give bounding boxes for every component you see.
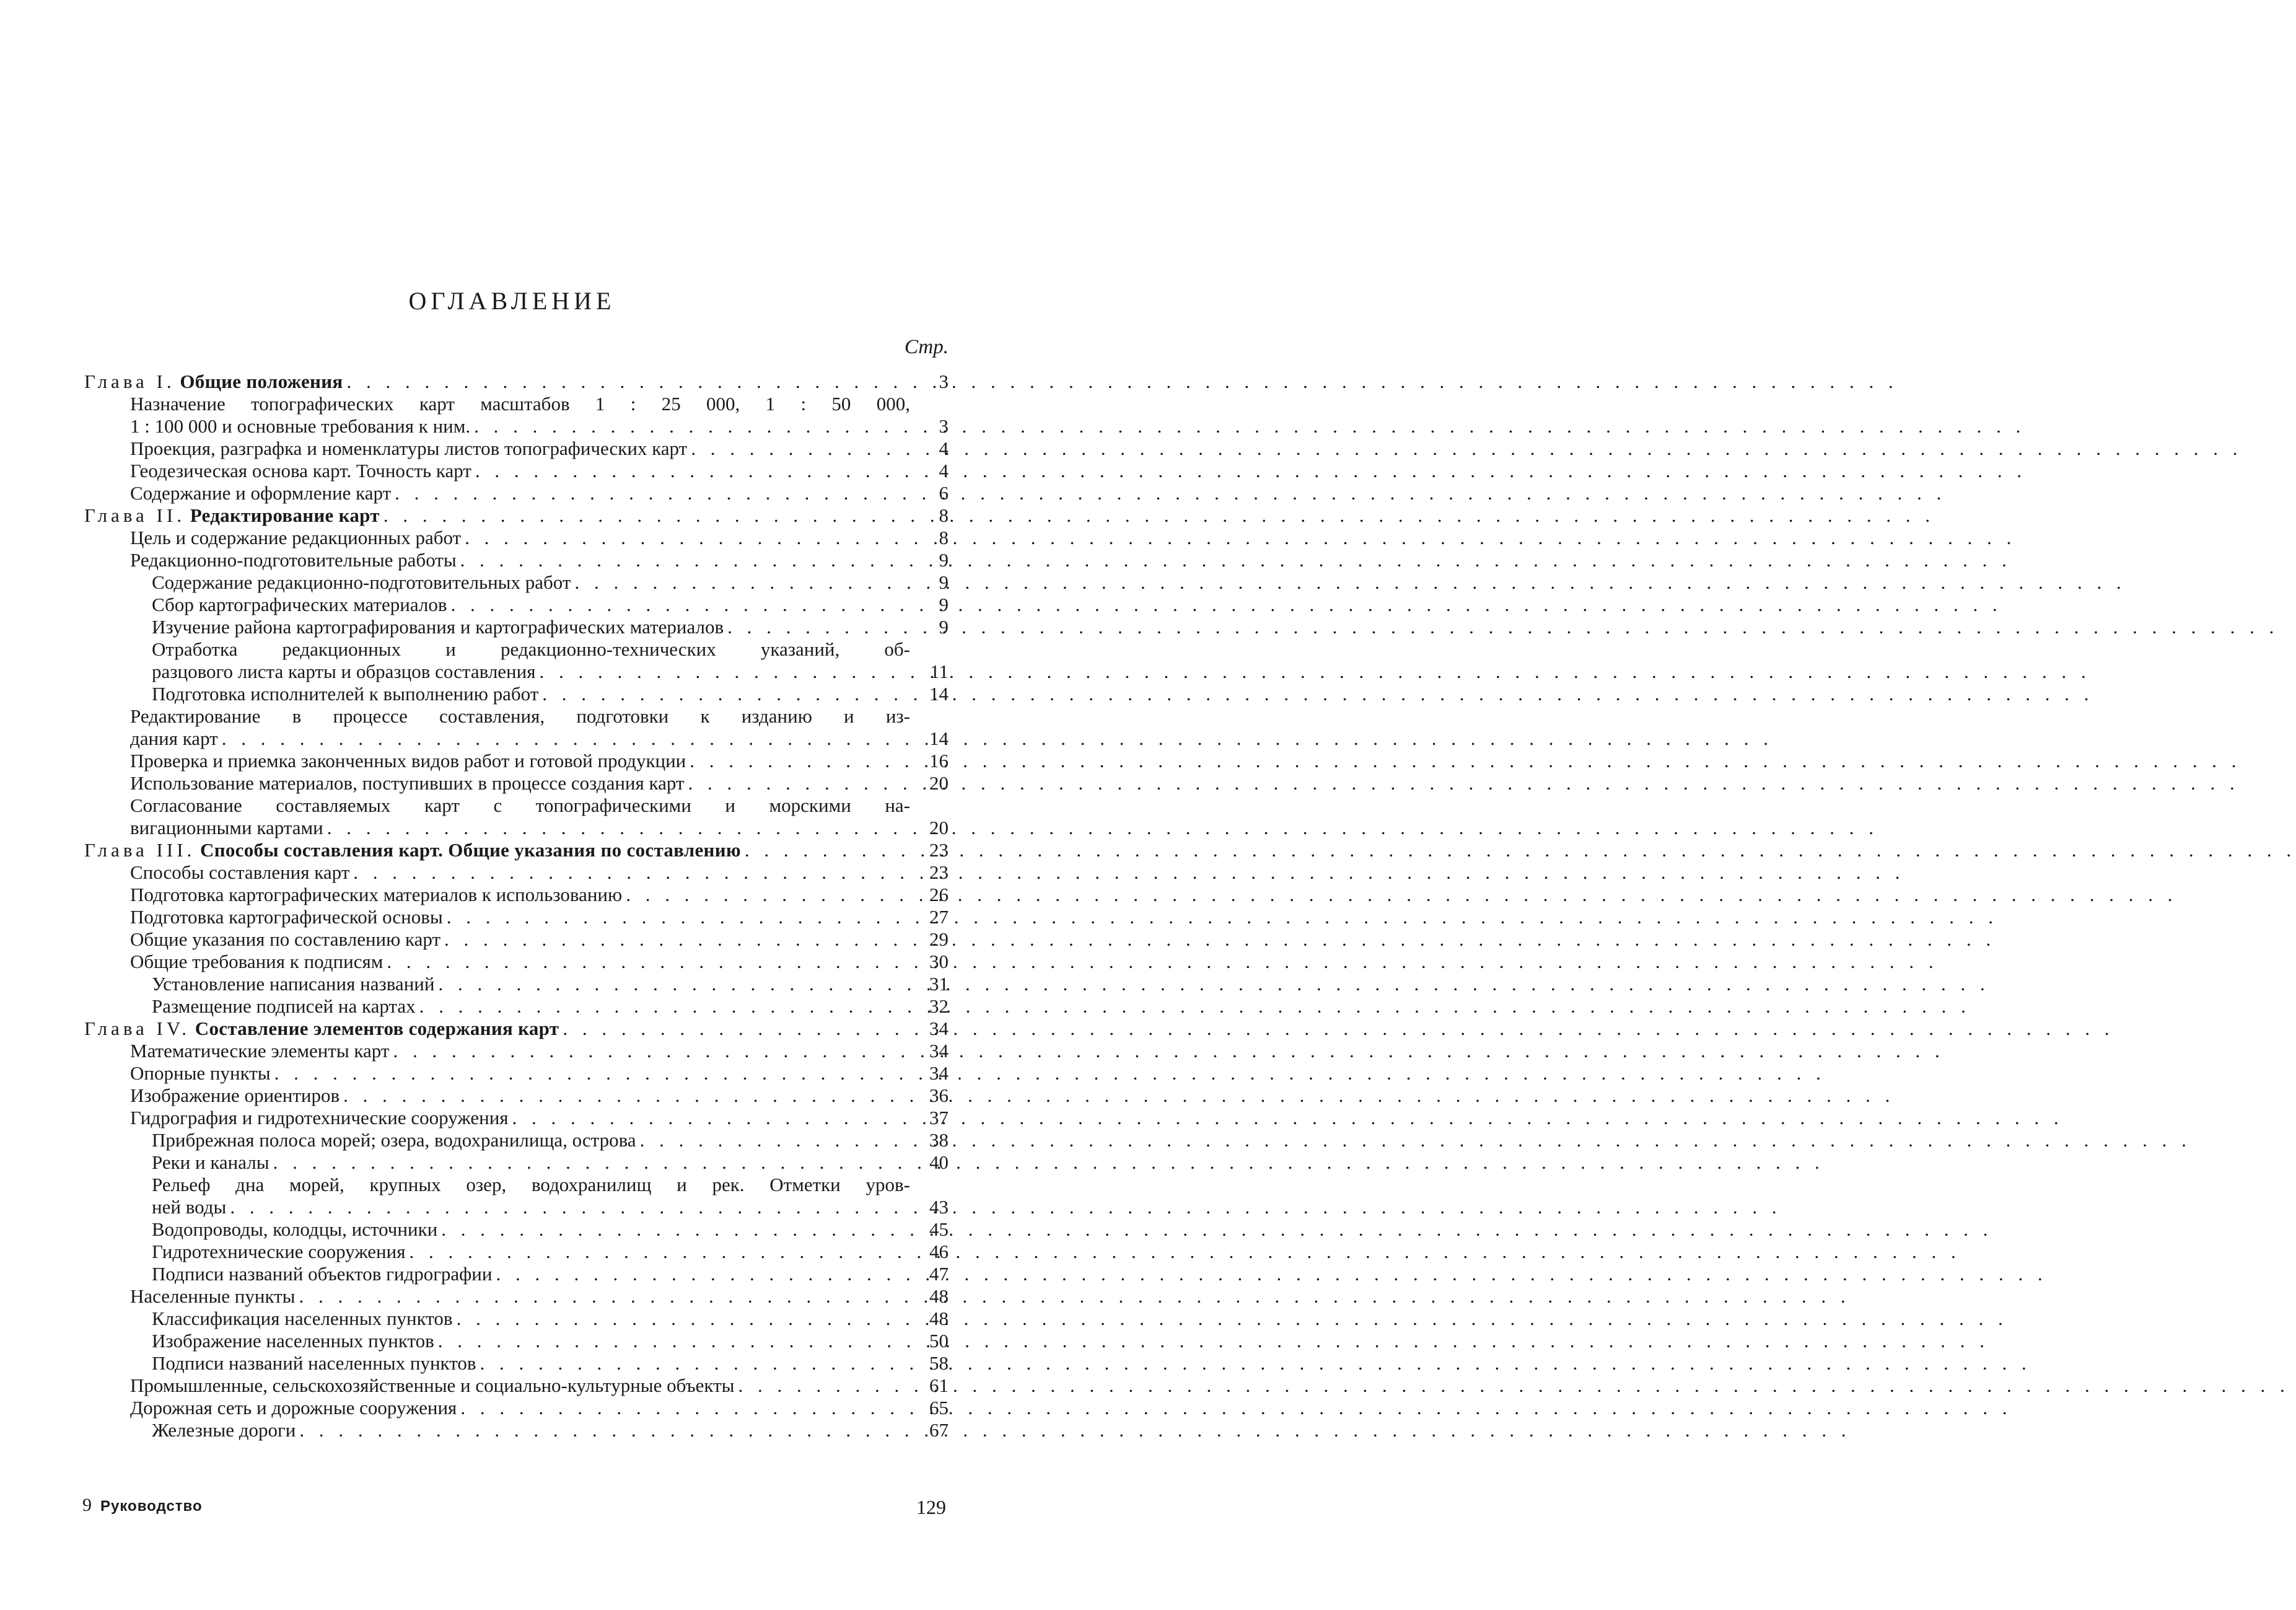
toc-entry bbox=[84, 1040, 949, 1062]
toc-page-number: 32 bbox=[929, 995, 949, 1017]
dot-leader bbox=[476, 1352, 911, 1375]
toc-entry-line bbox=[152, 1151, 949, 1174]
dot-leader bbox=[440, 928, 910, 951]
toc-entry-line bbox=[130, 1397, 949, 1419]
toc-page-number: 58 bbox=[929, 1352, 949, 1374]
toc-entry bbox=[84, 928, 949, 951]
toc-entry-text: Изображение ориентиров bbox=[130, 1084, 340, 1106]
toc-page-number: 9 bbox=[939, 594, 949, 615]
dot-leader bbox=[724, 616, 910, 638]
chapter-label: Глава II. bbox=[84, 504, 185, 526]
toc-entry bbox=[84, 1107, 949, 1129]
toc-entry-line bbox=[130, 794, 949, 817]
dot-leader bbox=[447, 594, 911, 616]
dot-leader bbox=[686, 750, 910, 772]
toc-entry bbox=[84, 861, 949, 884]
chapter-label: Глава III. bbox=[84, 839, 196, 861]
toc-page-number: 11 bbox=[930, 661, 949, 682]
toc-page-number: 6 bbox=[939, 482, 949, 504]
toc-chapter-text bbox=[84, 839, 741, 861]
toc-entry-line bbox=[152, 1263, 949, 1285]
toc-entry-text: Подписи названий населенных пунктов bbox=[152, 1352, 476, 1374]
toc-entry-line bbox=[152, 571, 949, 594]
dot-leader bbox=[340, 1084, 910, 1107]
dot-leader bbox=[741, 839, 910, 861]
toc-entry-line bbox=[84, 1018, 949, 1040]
toc-entry-text: Рельеф дна морей, крупных озер, водохранилищ и рек. Отметки уров- bbox=[152, 1174, 910, 1195]
toc-chapter-text bbox=[84, 1018, 559, 1040]
toc-page-number: 47 bbox=[929, 1263, 949, 1285]
toc-entry bbox=[84, 1062, 949, 1084]
toc-page-number: 4 bbox=[939, 438, 949, 459]
toc-entry bbox=[84, 1129, 949, 1151]
toc-entry-text: Размещение подписей на картах bbox=[152, 995, 416, 1017]
dot-leader bbox=[218, 728, 910, 750]
toc-entry bbox=[84, 973, 949, 995]
dot-leader bbox=[559, 1018, 910, 1040]
toc-page-number: 43 bbox=[929, 1196, 949, 1218]
dot-leader bbox=[437, 1218, 910, 1241]
dot-leader bbox=[434, 1330, 910, 1352]
chapter-label: Глава IV. bbox=[84, 1018, 191, 1039]
toc-entry-text: Отработка редакционных и редакционно-технических указаний, об- bbox=[152, 638, 910, 660]
dot-leader bbox=[471, 460, 910, 482]
printer-signature bbox=[82, 1495, 203, 1516]
toc-entry-line bbox=[130, 951, 949, 973]
signature-number: 9 bbox=[82, 1495, 92, 1515]
toc-entry-text: вигационными картами bbox=[130, 817, 323, 838]
toc-entry bbox=[84, 571, 949, 594]
toc-entry-line bbox=[84, 371, 949, 393]
signature-label: Руководство bbox=[100, 1498, 203, 1515]
dot-leader bbox=[685, 772, 910, 794]
dot-leader bbox=[296, 1285, 911, 1308]
dot-leader bbox=[343, 371, 910, 393]
toc-entry-text: Общие указания по составлению карт bbox=[130, 928, 441, 950]
toc-entry-line bbox=[130, 1084, 949, 1107]
toc-entry bbox=[84, 1330, 949, 1352]
dot-leader bbox=[571, 571, 910, 594]
dot-leader bbox=[470, 415, 910, 438]
page-number: 129 bbox=[916, 1496, 946, 1518]
toc-entry-text: Населенные пункты bbox=[130, 1285, 296, 1307]
dot-leader bbox=[271, 1062, 910, 1084]
toc-entry bbox=[84, 460, 949, 482]
toc-page-number: 8 bbox=[939, 504, 949, 526]
toc-entry bbox=[84, 616, 949, 638]
toc-page-number: 4 bbox=[939, 460, 949, 482]
toc-page-number: 36 bbox=[929, 1084, 949, 1106]
toc-entry-text: Установление написания названий bbox=[152, 973, 435, 995]
toc-entry bbox=[84, 527, 949, 549]
dot-leader bbox=[391, 482, 910, 504]
dot-leader bbox=[323, 817, 910, 839]
toc-entry-text: Подготовка исполнителей к выполнению работ bbox=[152, 683, 539, 705]
toc-page-number: 48 bbox=[929, 1308, 949, 1329]
toc-entry-text: Изображение населенных пунктов bbox=[152, 1330, 434, 1352]
toc-entry-line bbox=[152, 1129, 949, 1151]
toc-entry-text: Опорные пункты bbox=[130, 1062, 271, 1084]
toc-chapter bbox=[84, 371, 949, 393]
toc-page-number: 8 bbox=[939, 527, 949, 548]
toc-entry-text: Подписи названий объектов гидрографии bbox=[152, 1263, 493, 1285]
toc-entry-text: Водопроводы, колодцы, источники bbox=[152, 1218, 438, 1240]
toc-entry bbox=[84, 438, 949, 460]
toc-entry-text: Использование материалов, поступивших в процессе создания карт bbox=[130, 772, 685, 794]
dot-leader bbox=[636, 1129, 910, 1151]
toc-entry-line bbox=[130, 460, 949, 482]
toc-entry-line bbox=[130, 750, 949, 772]
toc-page-number: 46 bbox=[929, 1241, 949, 1262]
toc-entry bbox=[84, 638, 949, 683]
toc-entry bbox=[84, 772, 949, 794]
toc-entry-line bbox=[130, 906, 949, 928]
toc-entry-text: Редактирование в процессе составления, подготовки к изданию и из- bbox=[130, 705, 910, 727]
toc-page-number: 50 bbox=[929, 1330, 949, 1352]
chapter-title: Общие положения bbox=[180, 371, 343, 392]
toc-entry-text: Редакционно-подготовительные работы bbox=[130, 549, 457, 571]
toc-entry bbox=[84, 750, 949, 772]
dot-leader bbox=[457, 1397, 910, 1419]
toc-entry-line bbox=[152, 1352, 949, 1375]
toc-entry-text: Содержание и оформление карт bbox=[130, 482, 392, 504]
toc-page-number: 34 bbox=[929, 1062, 949, 1084]
toc-entry-line bbox=[130, 705, 949, 728]
toc-entry-text: Согласование составляемых карт с топографическими и морскими на- bbox=[130, 794, 910, 816]
toc-entry-text: Проекция, разграфка и номенклатуры листов топографических карт bbox=[130, 438, 688, 459]
toc-entry bbox=[84, 393, 949, 438]
toc-entry-text: Цель и содержание редакционных работ bbox=[130, 527, 462, 548]
toc-entry bbox=[84, 683, 949, 705]
toc-entry bbox=[84, 906, 949, 928]
toc-entry bbox=[84, 1397, 949, 1419]
toc-entry bbox=[84, 995, 949, 1018]
toc-entry-line bbox=[84, 504, 949, 527]
toc-entry bbox=[84, 1241, 949, 1263]
toc-page-number: 20 bbox=[929, 817, 949, 838]
dot-leader bbox=[383, 951, 910, 973]
toc-entry-line bbox=[152, 638, 949, 661]
toc-entry bbox=[84, 1308, 949, 1330]
toc-page-number: 48 bbox=[929, 1285, 949, 1307]
toc-page-number: 27 bbox=[929, 906, 949, 928]
dot-leader bbox=[538, 683, 910, 705]
toc-entry-line bbox=[130, 884, 949, 906]
toc-entry-line bbox=[152, 973, 949, 995]
toc-page-number: 45 bbox=[929, 1218, 949, 1240]
toc-entry bbox=[84, 549, 949, 571]
toc-entry-text: Подготовка картографических материалов к использованию bbox=[130, 884, 623, 905]
toc-entry-text: 1 : 100 000 и основные требования к ним. bbox=[130, 415, 471, 437]
toc-page-number: 37 bbox=[929, 1107, 949, 1128]
toc-page-number: 23 bbox=[929, 861, 949, 883]
toc-page-number: 31 bbox=[929, 973, 949, 995]
toc-entry-text: Гидрография и гидротехнические сооружения bbox=[130, 1107, 509, 1128]
toc-page-number: 14 bbox=[929, 683, 949, 705]
dot-leader bbox=[509, 1107, 910, 1129]
toc-entry-text: Проверка и приемка законченных видов работ и готовой продукции bbox=[130, 750, 686, 772]
toc-entry-line bbox=[130, 1040, 949, 1062]
toc-page-number: 34 bbox=[929, 1018, 949, 1039]
page-column-header: Стр. bbox=[904, 336, 949, 358]
toc-chapter bbox=[84, 839, 949, 861]
toc-page-number: 9 bbox=[939, 571, 949, 593]
toc-entry-line bbox=[130, 817, 949, 839]
toc-entry bbox=[84, 1285, 949, 1308]
chapter-label: Глава I. bbox=[84, 371, 175, 392]
toc-entry-text: ней воды bbox=[152, 1196, 227, 1218]
toc-page-number: 26 bbox=[929, 884, 949, 905]
toc-page-number: 65 bbox=[929, 1397, 949, 1419]
dot-leader bbox=[296, 1419, 910, 1441]
toc-entry-line bbox=[130, 1375, 949, 1397]
toc-page-number: 38 bbox=[929, 1129, 949, 1151]
dot-leader bbox=[269, 1151, 910, 1174]
toc-entry-line bbox=[130, 772, 949, 794]
toc-entry-line bbox=[152, 683, 949, 705]
toc-entry bbox=[84, 1174, 949, 1218]
dot-leader bbox=[536, 661, 910, 683]
chapter-title: Редактирование карт bbox=[190, 504, 380, 526]
toc-entry-text: Подготовка картографической основы bbox=[130, 906, 443, 928]
toc-chapter-text bbox=[84, 371, 343, 393]
toc-entry-line bbox=[130, 438, 949, 460]
toc-entry bbox=[84, 794, 949, 839]
toc-entry-text: Назначение топографических карт масштабов 1 : 25 000, 1 : 50 000, bbox=[130, 393, 910, 415]
toc-entry bbox=[84, 1084, 949, 1107]
toc-entry-text: Прибрежная полоса морей; озера, водохранилища, острова bbox=[152, 1129, 636, 1151]
toc-chapter-text bbox=[84, 504, 380, 527]
toc-entry-line bbox=[130, 1062, 949, 1084]
toc-entry bbox=[84, 594, 949, 616]
dot-leader bbox=[461, 527, 910, 549]
toc-page-number: 9 bbox=[939, 616, 949, 638]
toc-chapter bbox=[84, 504, 949, 527]
toc-entry-line bbox=[152, 1218, 949, 1241]
toc-title: ОГЛАВЛЕНИЕ bbox=[408, 287, 616, 315]
toc-entry-line bbox=[130, 482, 949, 504]
dot-leader bbox=[416, 995, 910, 1018]
toc-entry-line bbox=[152, 1174, 949, 1196]
chapter-title: Способы составления карт. Общие указания по составлению bbox=[200, 839, 741, 861]
toc-entry-line bbox=[152, 995, 949, 1018]
toc-entry-text: Способы составления карт bbox=[130, 861, 350, 883]
toc-page-number: 61 bbox=[929, 1375, 949, 1396]
toc-entry-text: Железные дороги bbox=[152, 1419, 296, 1441]
toc-entry-line bbox=[152, 1419, 949, 1441]
toc-entry-line bbox=[130, 861, 949, 884]
toc-page-number: 29 bbox=[929, 928, 949, 950]
toc-entry-text: Сбор картографических материалов bbox=[152, 594, 447, 615]
toc-entry-line bbox=[130, 728, 949, 750]
toc-entry-line bbox=[152, 1196, 949, 1218]
toc-entry bbox=[84, 705, 949, 750]
toc-entry-line bbox=[130, 527, 949, 549]
toc-entry-text: Промышленные, сельскохозяйственные и социально-культурные объекты bbox=[130, 1375, 735, 1396]
toc-page-number: 9 bbox=[939, 549, 949, 571]
dot-leader bbox=[405, 1241, 910, 1263]
toc-page-number: 14 bbox=[929, 728, 949, 749]
toc-entry-line bbox=[130, 415, 949, 438]
toc-page-number: 34 bbox=[929, 1040, 949, 1062]
toc-entry-text: Математические элементы карт bbox=[130, 1040, 390, 1062]
toc-chapter bbox=[84, 1018, 949, 1040]
toc-page-number: 3 bbox=[939, 371, 949, 392]
toc-page-number: 23 bbox=[929, 839, 949, 861]
dot-leader bbox=[453, 1308, 910, 1330]
toc-entry-line bbox=[152, 616, 949, 638]
toc-entry-line bbox=[152, 1308, 949, 1330]
toc-entry-line bbox=[130, 1285, 949, 1308]
toc-page-number: 16 bbox=[929, 750, 949, 772]
toc-entry-line bbox=[152, 661, 949, 683]
toc-entry-line bbox=[130, 928, 949, 951]
toc-entry-text: Реки и каналы bbox=[152, 1151, 269, 1173]
chapter-title: Составление элементов содержания карт bbox=[195, 1018, 559, 1039]
toc-entry-text: Общие требования к подписям bbox=[130, 951, 383, 972]
dot-leader bbox=[622, 884, 910, 906]
toc-entry-text: разцового листа карты и образцов составления bbox=[152, 661, 536, 682]
toc-entry-text: Геодезическая основа карт. Точность карт bbox=[130, 460, 471, 482]
toc-entry-line bbox=[152, 1241, 949, 1263]
dot-leader bbox=[687, 438, 910, 460]
toc-entry-text: Содержание редакционно-подготовительных работ bbox=[152, 571, 571, 593]
toc-page-number: 3 bbox=[939, 415, 949, 437]
dot-leader bbox=[349, 861, 910, 884]
dot-leader bbox=[734, 1375, 910, 1397]
toc-entry-line bbox=[84, 839, 949, 861]
toc-page-number: 30 bbox=[929, 951, 949, 972]
toc-page-number: 67 bbox=[929, 1419, 949, 1441]
toc-entry-text: дания карт bbox=[130, 728, 218, 749]
table-of-contents bbox=[84, 371, 949, 1441]
toc-entry-line bbox=[152, 594, 949, 616]
toc-entry bbox=[84, 1375, 949, 1397]
toc-entry bbox=[84, 884, 949, 906]
dot-leader bbox=[389, 1040, 910, 1062]
toc-page-number: 20 bbox=[929, 772, 949, 794]
toc-entry-text: Гидротехнические сооружения bbox=[152, 1241, 406, 1262]
toc-entry bbox=[84, 1218, 949, 1241]
toc-entry-line bbox=[130, 393, 949, 415]
toc-entry-text: Дорожная сеть и дорожные сооружения bbox=[130, 1397, 457, 1419]
dot-leader bbox=[434, 973, 910, 995]
toc-entry-line bbox=[152, 1330, 949, 1352]
toc-entry bbox=[84, 482, 949, 504]
toc-entry bbox=[84, 1263, 949, 1285]
toc-entry bbox=[84, 1419, 949, 1441]
toc-page-number: 40 bbox=[929, 1151, 949, 1173]
dot-leader bbox=[443, 906, 910, 928]
toc-entry bbox=[84, 1352, 949, 1375]
dot-leader bbox=[226, 1196, 910, 1218]
toc-entry-line bbox=[130, 1107, 949, 1129]
toc-entry-text: Изучение района картографирования и картографических материалов bbox=[152, 616, 724, 638]
toc-entry-text: Классификация населенных пунктов bbox=[152, 1308, 453, 1329]
toc-entry bbox=[84, 951, 949, 973]
dot-leader bbox=[380, 504, 910, 527]
toc-entry-line bbox=[130, 549, 949, 571]
dot-leader bbox=[492, 1263, 910, 1285]
dot-leader bbox=[457, 549, 910, 571]
toc-entry bbox=[84, 1151, 949, 1174]
